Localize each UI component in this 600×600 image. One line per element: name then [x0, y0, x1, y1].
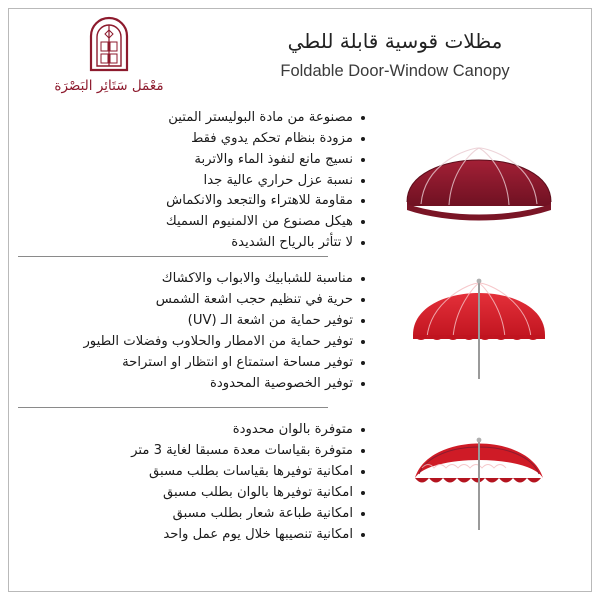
feature-list-1 — [14, 108, 371, 254]
title-block — [204, 14, 586, 81]
list-item: مقاومة للاهتراء والتجعد والانكماش — [20, 191, 365, 212]
list-item: توفير حماية من الامطار والحلاوب وفضلات الطيور — [20, 332, 365, 353]
list-item: هيكل مصنوع من الالمنيوم السميك — [20, 212, 365, 233]
page-title-en: Foldable Door-Window Canopy — [280, 62, 510, 80]
poster-content — [14, 14, 586, 586]
list-item: مصنوعة من مادة البوليستر المتين — [20, 108, 365, 129]
list-item: مزودة بنظام تحكم يدوي فقط — [20, 129, 365, 150]
list-item: توفير مساحة استمتاع او انتظار او استراحة — [20, 353, 365, 374]
list-item: نسيج مانع لنفوذ الماء والاتربة — [20, 150, 365, 171]
feature-section-2 — [14, 257, 586, 407]
arch-window-icon — [86, 16, 132, 72]
list-item: حرية في تنظيم حجب اشعة الشمس — [20, 290, 365, 311]
feature-list-3 — [14, 420, 371, 545]
list-item: نسبة عزل حراري عالية جدا — [20, 171, 365, 192]
list-item: امكانية طباعة شعار بطلب مسبق — [20, 504, 365, 525]
list-item: توفير حماية من اشعة الـ (UV) — [20, 311, 365, 332]
page-title-ar: مظلات قوسية قابلة للطي — [287, 29, 503, 53]
list-item: لا تتأثر بالرياح الشديدة — [20, 233, 365, 254]
list-item: امكانية تنصيبها خلال يوم عمل واحد — [20, 525, 365, 546]
list-item: متوفرة بقياسات معدة مسبقا لغاية 3 متر — [20, 441, 365, 462]
canopy-folded-red — [371, 408, 586, 558]
list-item: امكانية توفيرها بقياسات بطلب مسبق — [20, 462, 365, 483]
brand-name: مَعْمَل سَتَائِر البَصْرَة — [54, 78, 164, 94]
brand-block — [14, 14, 204, 94]
feature-section-3 — [14, 408, 586, 558]
canopy-dome-red-open — [371, 257, 586, 407]
list-item: متوفرة بالوان محدودة — [20, 420, 365, 441]
canopy-dome-dark-red — [371, 106, 586, 256]
list-item: توفير الخصوصية المحدودة — [20, 374, 365, 395]
list-item: امكانية توفيرها بالوان بطلب مسبق — [20, 483, 365, 504]
list-item: مناسبة للشبابيك والابواب والاكشاك — [20, 269, 365, 290]
poster-header — [14, 14, 586, 106]
feature-list-2 — [14, 269, 371, 394]
feature-section-1 — [14, 106, 586, 256]
